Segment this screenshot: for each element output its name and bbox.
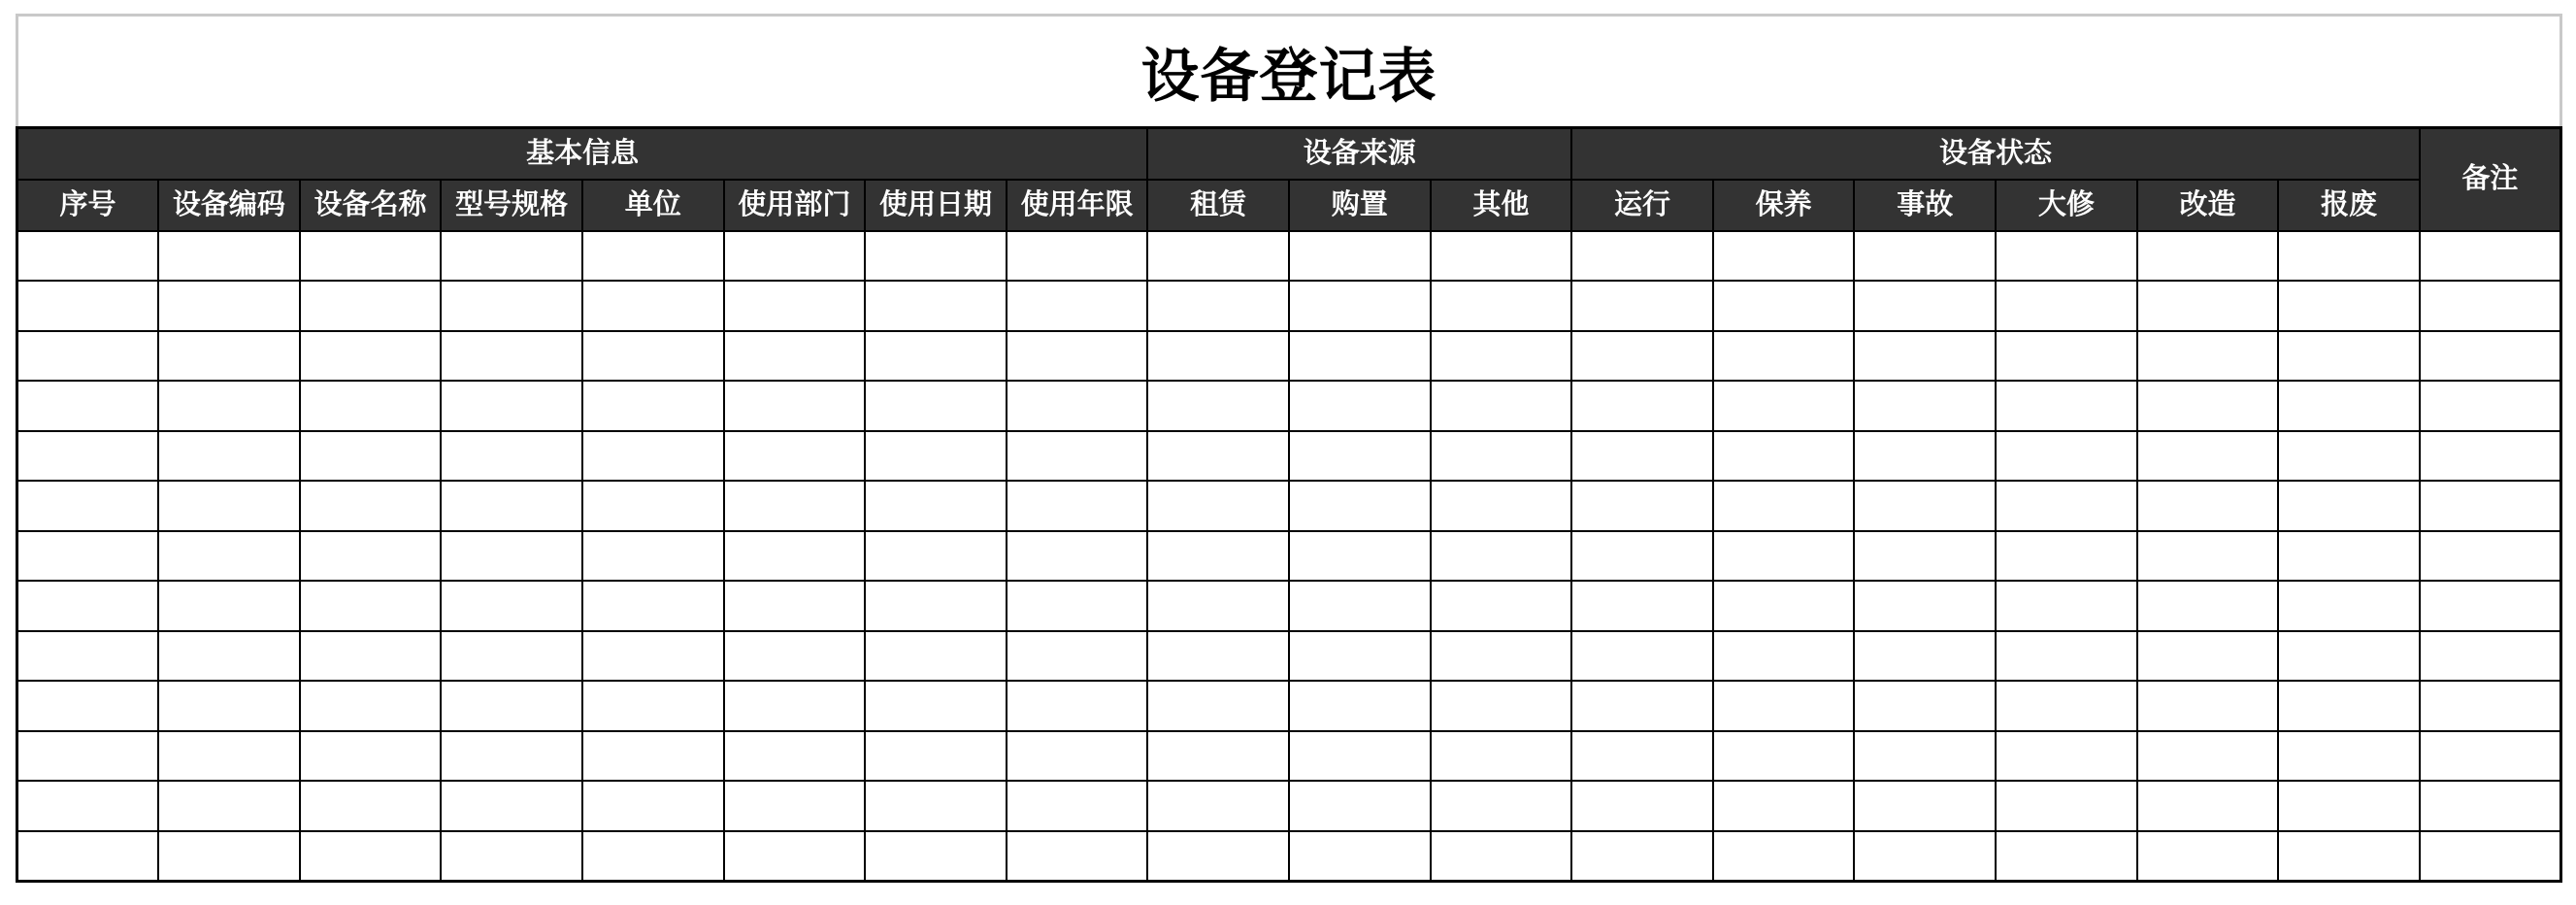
cell-accident[interactable] (1854, 381, 1996, 431)
cell-serial-number[interactable] (17, 581, 159, 631)
cell-equipment-name[interactable] (300, 231, 442, 282)
cell-scrap[interactable] (2278, 431, 2420, 482)
cell-running[interactable] (1571, 681, 1713, 731)
cell-start-date[interactable] (865, 331, 1007, 382)
cell-serial-number[interactable] (17, 381, 159, 431)
cell-purchase[interactable] (1289, 631, 1431, 682)
cell-running[interactable] (1571, 231, 1713, 282)
cell-lease[interactable] (1147, 281, 1289, 331)
cell-unit[interactable] (582, 381, 724, 431)
cell-running[interactable] (1571, 381, 1713, 431)
cell-start-date[interactable] (865, 681, 1007, 731)
cell-model-spec[interactable] (441, 281, 582, 331)
cell-overhaul[interactable] (1996, 431, 2137, 482)
group-header-equipment-status: 设备状态 (1571, 128, 2420, 180)
cell-serial-number[interactable] (17, 781, 159, 831)
cell-equipment-name[interactable] (300, 381, 442, 431)
cell-running[interactable] (1571, 581, 1713, 631)
cell-running[interactable] (1571, 781, 1713, 831)
column-header-equipment-code: 设备编码 (158, 180, 300, 231)
cell-service-life[interactable] (1007, 431, 1148, 482)
cell-unit[interactable] (582, 281, 724, 331)
cell-maintenance[interactable] (1713, 831, 1855, 882)
cell-lease[interactable] (1147, 431, 1289, 482)
cell-equipment-code[interactable] (158, 581, 300, 631)
cell-lease[interactable] (1147, 781, 1289, 831)
cell-start-date[interactable] (865, 281, 1007, 331)
cell-start-date[interactable] (865, 631, 1007, 682)
cell-lease[interactable] (1147, 731, 1289, 782)
cell-overhaul[interactable] (1996, 631, 2137, 682)
cell-purchase[interactable] (1289, 231, 1431, 282)
cell-maintenance[interactable] (1713, 681, 1855, 731)
cell-running[interactable] (1571, 831, 1713, 882)
cell-service-life[interactable] (1007, 681, 1148, 731)
cell-accident[interactable] (1854, 781, 1996, 831)
cell-model-spec[interactable] (441, 681, 582, 731)
cell-equipment-code[interactable] (158, 731, 300, 782)
cell-unit[interactable] (582, 681, 724, 731)
group-header-equipment-source: 设备来源 (1147, 128, 1571, 180)
cell-purchase[interactable] (1289, 781, 1431, 831)
cell-equipment-name[interactable] (300, 831, 442, 882)
column-header-lease: 租赁 (1147, 180, 1289, 231)
cell-accident[interactable] (1854, 481, 1996, 531)
cell-equipment-code[interactable] (158, 631, 300, 682)
cell-running[interactable] (1571, 531, 1713, 582)
cell-serial-number[interactable] (17, 281, 159, 331)
cell-accident[interactable] (1854, 831, 1996, 882)
cell-using-department[interactable] (724, 781, 866, 831)
cell-unit[interactable] (582, 831, 724, 882)
cell-unit[interactable] (582, 531, 724, 582)
table-body (17, 231, 2561, 882)
cell-unit[interactable] (582, 581, 724, 631)
column-header-equipment-name: 设备名称 (300, 180, 442, 231)
cell-overhaul[interactable] (1996, 281, 2137, 331)
cell-equipment-name[interactable] (300, 331, 442, 382)
cell-renovation[interactable] (2137, 481, 2279, 531)
cell-equipment-name[interactable] (300, 781, 442, 831)
cell-serial-number[interactable] (17, 331, 159, 382)
cell-model-spec[interactable] (441, 631, 582, 682)
cell-remark[interactable] (2420, 281, 2561, 331)
cell-scrap[interactable] (2278, 631, 2420, 682)
cell-service-life[interactable] (1007, 281, 1148, 331)
column-header-remark: 备注 (2420, 128, 2561, 231)
cell-equipment-code[interactable] (158, 331, 300, 382)
column-header-overhaul: 大修 (1996, 180, 2137, 231)
cell-maintenance[interactable] (1713, 531, 1855, 582)
cell-equipment-code[interactable] (158, 831, 300, 882)
cell-scrap[interactable] (2278, 581, 2420, 631)
cell-other[interactable] (1431, 381, 1572, 431)
cell-accident[interactable] (1854, 681, 1996, 731)
cell-accident[interactable] (1854, 281, 1996, 331)
cell-overhaul[interactable] (1996, 381, 2137, 431)
cell-maintenance[interactable] (1713, 231, 1855, 282)
cell-other[interactable] (1431, 331, 1572, 382)
cell-accident[interactable] (1854, 731, 1996, 782)
cell-start-date[interactable] (865, 731, 1007, 782)
cell-purchase[interactable] (1289, 731, 1431, 782)
cell-renovation[interactable] (2137, 681, 2279, 731)
cell-maintenance[interactable] (1713, 481, 1855, 531)
cell-equipment-name[interactable] (300, 481, 442, 531)
cell-accident[interactable] (1854, 581, 1996, 631)
cell-remark[interactable] (2420, 381, 2561, 431)
cell-other[interactable] (1431, 431, 1572, 482)
cell-renovation[interactable] (2137, 331, 2279, 382)
cell-start-date[interactable] (865, 581, 1007, 631)
cell-purchase[interactable] (1289, 531, 1431, 582)
cell-using-department[interactable] (724, 481, 866, 531)
column-header-renovation: 改造 (2137, 180, 2279, 231)
column-header-maintenance: 保养 (1713, 180, 1855, 231)
cell-scrap[interactable] (2278, 531, 2420, 582)
cell-scrap[interactable] (2278, 781, 2420, 831)
cell-model-spec[interactable] (441, 781, 582, 831)
cell-maintenance[interactable] (1713, 431, 1855, 482)
column-header-scrap: 报废 (2278, 180, 2420, 231)
cell-other[interactable] (1431, 581, 1572, 631)
table-row (17, 731, 2561, 782)
cell-equipment-code[interactable] (158, 481, 300, 531)
cell-other[interactable] (1431, 681, 1572, 731)
cell-serial-number[interactable] (17, 231, 159, 282)
cell-lease[interactable] (1147, 681, 1289, 731)
cell-running[interactable] (1571, 631, 1713, 682)
cell-equipment-code[interactable] (158, 781, 300, 831)
cell-lease[interactable] (1147, 581, 1289, 631)
cell-running[interactable] (1571, 731, 1713, 782)
table-header (17, 128, 2561, 231)
cell-running[interactable] (1571, 481, 1713, 531)
cell-equipment-code[interactable] (158, 681, 300, 731)
column-header-serial-number: 序号 (17, 180, 159, 231)
cell-remark[interactable] (2420, 831, 2561, 882)
cell-equipment-name[interactable] (300, 281, 442, 331)
cell-equipment-name[interactable] (300, 731, 442, 782)
cell-equipment-code[interactable] (158, 231, 300, 282)
cell-service-life[interactable] (1007, 781, 1148, 831)
cell-model-spec[interactable] (441, 431, 582, 482)
cell-renovation[interactable] (2137, 581, 2279, 631)
cell-equipment-code[interactable] (158, 381, 300, 431)
cell-equipment-name[interactable] (300, 531, 442, 582)
cell-equipment-name[interactable] (300, 631, 442, 682)
cell-remark[interactable] (2420, 231, 2561, 282)
cell-serial-number[interactable] (17, 531, 159, 582)
cell-renovation[interactable] (2137, 631, 2279, 682)
cell-remark[interactable] (2420, 631, 2561, 682)
cell-start-date[interactable] (865, 531, 1007, 582)
cell-remark[interactable] (2420, 581, 2561, 631)
cell-running[interactable] (1571, 431, 1713, 482)
cell-unit[interactable] (582, 781, 724, 831)
title-bar (16, 14, 2562, 126)
cell-model-spec[interactable] (441, 381, 582, 431)
cell-serial-number[interactable] (17, 631, 159, 682)
cell-other[interactable] (1431, 481, 1572, 531)
column-header-accident: 事故 (1854, 180, 1996, 231)
cell-using-department[interactable] (724, 681, 866, 731)
cell-service-life[interactable] (1007, 631, 1148, 682)
cell-using-department[interactable] (724, 831, 866, 882)
cell-model-spec[interactable] (441, 831, 582, 882)
cell-purchase[interactable] (1289, 681, 1431, 731)
cell-overhaul[interactable] (1996, 781, 2137, 831)
cell-model-spec[interactable] (441, 331, 582, 382)
table-row (17, 431, 2561, 482)
cell-model-spec[interactable] (441, 481, 582, 531)
cell-equipment-name[interactable] (300, 681, 442, 731)
cell-other[interactable] (1431, 781, 1572, 831)
cell-renovation[interactable] (2137, 781, 2279, 831)
cell-remark[interactable] (2420, 781, 2561, 831)
cell-equipment-name[interactable] (300, 581, 442, 631)
cell-model-spec[interactable] (441, 231, 582, 282)
cell-unit[interactable] (582, 731, 724, 782)
column-header-unit: 单位 (582, 180, 724, 231)
table-row (17, 481, 2561, 531)
cell-serial-number[interactable] (17, 681, 159, 731)
cell-lease[interactable] (1147, 831, 1289, 882)
cell-maintenance[interactable] (1713, 781, 1855, 831)
column-header-row (17, 180, 2561, 231)
cell-equipment-code[interactable] (158, 281, 300, 331)
cell-using-department[interactable] (724, 331, 866, 382)
cell-remark[interactable] (2420, 331, 2561, 382)
cell-serial-number[interactable] (17, 831, 159, 882)
group-header-row (17, 128, 2561, 180)
cell-other[interactable] (1431, 731, 1572, 782)
cell-renovation[interactable] (2137, 431, 2279, 482)
cell-purchase[interactable] (1289, 481, 1431, 531)
table-row (17, 581, 2561, 631)
table-row (17, 831, 2561, 882)
group-header-basic-info: 基本信息 (17, 128, 1148, 180)
cell-purchase[interactable] (1289, 281, 1431, 331)
column-header-start-date: 使用日期 (865, 180, 1007, 231)
table-row (17, 381, 2561, 431)
cell-accident[interactable] (1854, 231, 1996, 282)
cell-accident[interactable] (1854, 531, 1996, 582)
column-header-other: 其他 (1431, 180, 1572, 231)
cell-using-department[interactable] (724, 731, 866, 782)
cell-accident[interactable] (1854, 431, 1996, 482)
cell-maintenance[interactable] (1713, 381, 1855, 431)
cell-using-department[interactable] (724, 581, 866, 631)
cell-scrap[interactable] (2278, 681, 2420, 731)
cell-renovation[interactable] (2137, 831, 2279, 882)
equipment-registration-table (16, 126, 2562, 883)
cell-remark[interactable] (2420, 731, 2561, 782)
cell-running[interactable] (1571, 331, 1713, 382)
table-row (17, 331, 2561, 382)
cell-lease[interactable] (1147, 331, 1289, 382)
cell-purchase[interactable] (1289, 431, 1431, 482)
column-header-purchase: 购置 (1289, 180, 1431, 231)
cell-other[interactable] (1431, 281, 1572, 331)
cell-model-spec[interactable] (441, 531, 582, 582)
cell-purchase[interactable] (1289, 581, 1431, 631)
cell-scrap[interactable] (2278, 481, 2420, 531)
cell-start-date[interactable] (865, 481, 1007, 531)
cell-serial-number[interactable] (17, 431, 159, 482)
cell-overhaul[interactable] (1996, 681, 2137, 731)
table-row (17, 281, 2561, 331)
table-row (17, 231, 2561, 282)
cell-equipment-code[interactable] (158, 431, 300, 482)
cell-running[interactable] (1571, 281, 1713, 331)
cell-scrap[interactable] (2278, 731, 2420, 782)
cell-unit[interactable] (582, 331, 724, 382)
cell-overhaul[interactable] (1996, 831, 2137, 882)
cell-unit[interactable] (582, 631, 724, 682)
cell-renovation[interactable] (2137, 731, 2279, 782)
cell-service-life[interactable] (1007, 581, 1148, 631)
cell-start-date[interactable] (865, 831, 1007, 882)
cell-scrap[interactable] (2278, 381, 2420, 431)
cell-scrap[interactable] (2278, 231, 2420, 282)
cell-scrap[interactable] (2278, 331, 2420, 382)
cell-lease[interactable] (1147, 231, 1289, 282)
table-row (17, 681, 2561, 731)
table-row (17, 531, 2561, 582)
cell-start-date[interactable] (865, 231, 1007, 282)
cell-other[interactable] (1431, 231, 1572, 282)
cell-purchase[interactable] (1289, 381, 1431, 431)
column-header-running: 运行 (1571, 180, 1713, 231)
cell-maintenance[interactable] (1713, 331, 1855, 382)
cell-unit[interactable] (582, 231, 724, 282)
cell-model-spec[interactable] (441, 581, 582, 631)
table-row (17, 631, 2561, 682)
cell-renovation[interactable] (2137, 231, 2279, 282)
cell-serial-number[interactable] (17, 481, 159, 531)
column-header-model-spec: 型号规格 (441, 180, 582, 231)
cell-service-life[interactable] (1007, 531, 1148, 582)
cell-other[interactable] (1431, 531, 1572, 582)
cell-equipment-code[interactable] (158, 531, 300, 582)
cell-service-life[interactable] (1007, 831, 1148, 882)
cell-overhaul[interactable] (1996, 331, 2137, 382)
cell-service-life[interactable] (1007, 731, 1148, 782)
cell-overhaul[interactable] (1996, 531, 2137, 582)
cell-using-department[interactable] (724, 381, 866, 431)
cell-serial-number[interactable] (17, 731, 159, 782)
cell-purchase[interactable] (1289, 831, 1431, 882)
cell-unit[interactable] (582, 481, 724, 531)
cell-remark[interactable] (2420, 481, 2561, 531)
cell-service-life[interactable] (1007, 381, 1148, 431)
cell-maintenance[interactable] (1713, 581, 1855, 631)
cell-overhaul[interactable] (1996, 581, 2137, 631)
cell-overhaul[interactable] (1996, 731, 2137, 782)
cell-start-date[interactable] (865, 431, 1007, 482)
cell-maintenance[interactable] (1713, 631, 1855, 682)
cell-using-department[interactable] (724, 231, 866, 282)
page-title: 设备登记表 (1140, 43, 1437, 109)
cell-using-department[interactable] (724, 631, 866, 682)
cell-lease[interactable] (1147, 631, 1289, 682)
cell-remark[interactable] (2420, 531, 2561, 582)
cell-overhaul[interactable] (1996, 231, 2137, 282)
column-header-using-department: 使用部门 (724, 180, 866, 231)
cell-service-life[interactable] (1007, 331, 1148, 382)
cell-service-life[interactable] (1007, 481, 1148, 531)
cell-lease[interactable] (1147, 381, 1289, 431)
cell-maintenance[interactable] (1713, 281, 1855, 331)
cell-renovation[interactable] (2137, 281, 2279, 331)
cell-remark[interactable] (2420, 431, 2561, 482)
cell-using-department[interactable] (724, 281, 866, 331)
cell-remark[interactable] (2420, 681, 2561, 731)
cell-lease[interactable] (1147, 531, 1289, 582)
cell-renovation[interactable] (2137, 381, 2279, 431)
cell-maintenance[interactable] (1713, 731, 1855, 782)
cell-renovation[interactable] (2137, 531, 2279, 582)
cell-start-date[interactable] (865, 381, 1007, 431)
cell-lease[interactable] (1147, 481, 1289, 531)
cell-unit[interactable] (582, 431, 724, 482)
cell-other[interactable] (1431, 831, 1572, 882)
cell-equipment-name[interactable] (300, 431, 442, 482)
cell-scrap[interactable] (2278, 281, 2420, 331)
table-row (17, 781, 2561, 831)
cell-start-date[interactable] (865, 781, 1007, 831)
column-header-service-life: 使用年限 (1007, 180, 1148, 231)
cell-scrap[interactable] (2278, 831, 2420, 882)
cell-using-department[interactable] (724, 531, 866, 582)
cell-model-spec[interactable] (441, 731, 582, 782)
cell-overhaul[interactable] (1996, 481, 2137, 531)
cell-accident[interactable] (1854, 331, 1996, 382)
cell-purchase[interactable] (1289, 331, 1431, 382)
cell-accident[interactable] (1854, 631, 1996, 682)
cell-service-life[interactable] (1007, 231, 1148, 282)
cell-other[interactable] (1431, 631, 1572, 682)
cell-using-department[interactable] (724, 431, 866, 482)
